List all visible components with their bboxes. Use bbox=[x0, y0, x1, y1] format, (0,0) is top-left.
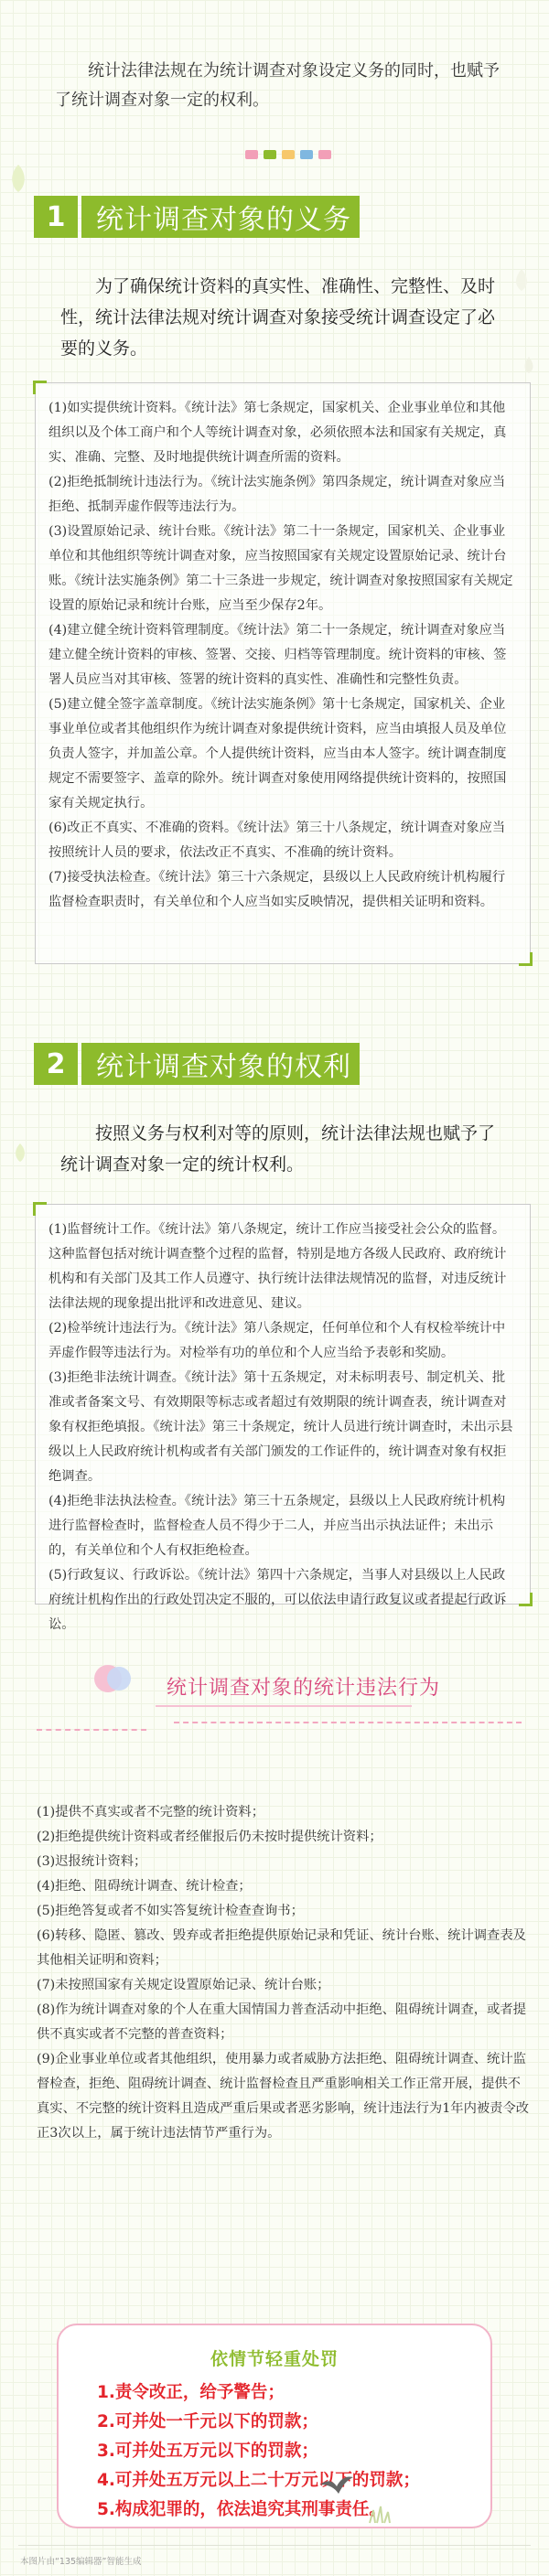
right-item-2: (2)检举统计违法行为。《统计法》第八条规定，任何单位和个人有权检举统计中弄虚作假等违法行为。对检举有功的单位和个人应当给予表彰和奖励。 bbox=[48, 1321, 506, 1360]
penalty-title: 依情节轻重处罚 bbox=[210, 2349, 339, 2369]
box-corner-mark bbox=[33, 381, 47, 394]
section-1-header bbox=[34, 196, 360, 238]
violation-item-8: (8)作为统计调查对象的个人在重大国情国力普查活动中拒绝、阻碍统计调查，或者提供不真实或者不完整的普查资料； bbox=[37, 2002, 526, 2042]
duty-item-2: (2)拒绝抵制统计违法行为。《统计法实施条例》第四条规定，统计调查对象应当拒绝、抵制弄虚作假等违法行为。 bbox=[48, 475, 506, 514]
violation-item-2: (2)拒绝提供统计资料或者经催报后仍未按时提供统计资料； bbox=[37, 1830, 382, 1844]
duties-box bbox=[35, 382, 531, 964]
decor-leaf-left-2 bbox=[13, 1142, 27, 1164]
intro-dot-3 bbox=[282, 150, 295, 159]
penalty-item-2: 2.可并处一千元以下的罚款； bbox=[97, 2412, 318, 2431]
right-item-3: (3)拒绝非法统计调查。《统计法》第十五条规定，对未标明表号、制定机关、批准或者备案文号、有效期限等标志或者超过有效期限的统计调查表，统计调查对象有权拒绝填报。《统计法》第三十条规定，统计人员进行统计调查时，未出示县级以上人民政府统计机构或者有关部门颁发的工作证件的，统计调查对象有权拒绝调查。 bbox=[48, 1370, 513, 1484]
violation-item-3: (3)迟报统计资料； bbox=[37, 1854, 147, 1869]
bird-icon bbox=[318, 2470, 355, 2497]
footer-divider bbox=[18, 2545, 531, 2546]
penalty-item-5: 5.构成犯罪的，依法追究其刑事责任。 bbox=[97, 2500, 386, 2519]
box-corner-mark bbox=[519, 1593, 533, 1606]
section-1-title: 统计调查对象的义务 bbox=[81, 196, 360, 238]
violations-title-underline bbox=[156, 1705, 412, 1707]
duty-item-6: (6)改正不真实、不准确的资料。《统计法》第三十八条规定，统计调查对象应当按照统计人员的要求，依法改正不真实、不准确的统计资料。 bbox=[48, 821, 506, 860]
intro-dot-2 bbox=[264, 150, 276, 159]
box-corner-mark bbox=[519, 952, 533, 966]
violations-dashed-line bbox=[174, 1722, 522, 1723]
duty-item-5: (5)建立健全签字盖章制度。《统计法实施条例》第十七条规定，国家机关、企业事业单位或者其他组织作为统计调查对象提供统计资料，应当由填报人员及单位负责人签字，并加盖公章。个人提供统计资料，应当由本人签字。统计调查制度规定不需要签字、盖章的除外。统计调查对象使用网络提供统计资料的，按照国家有关规定执行。 bbox=[48, 697, 507, 810]
violation-item-1: (1)提供不真实或者不完整的统计资料； bbox=[37, 1805, 264, 1819]
violations-dashed-line-short bbox=[37, 1729, 146, 1731]
violation-item-4: (4)拒绝、阻碍统计调查、统计检查； bbox=[37, 1879, 252, 1894]
penalty-item-4: 4.可并处五万元以上二十万元以下的罚款； bbox=[97, 2471, 420, 2490]
duty-item-7: (7)接受执法检查。《统计法》第三十六条规定，县级以上人民政府统计机构履行监督检查职责时，有关单位和个人应当如实反映情况，提供相关证明和资料。 bbox=[48, 870, 506, 909]
decor-drop-right bbox=[512, 267, 531, 293]
violation-item-5: (5)拒绝答复或者不如实答复统计检查查询书； bbox=[37, 1904, 304, 1918]
intro-dots bbox=[245, 150, 331, 161]
duty-item-4: (4)建立健全统计资料管理制度。《统计法》第二十一条规定，统计调查对象应当建立健全统计资料的审核、签署、交接、归档等管理制度。统计资料的审核、签署人员应当对其审核、签署的统计资料的真实性、准确性和完整性负责。 bbox=[48, 623, 507, 687]
duty-item-3: (3)设置原始记录、统计台账。《统计法》第二十一条规定，国家机关、企业事业单位和其他组织等统计调查对象，应当按照国家有关规定设置原始记录、统计台账。《统计法实施条例》第二十三条进一步规定，统计调查对象按照国家有关规定设置的原始记录和统计台账，应当至少保存2年。 bbox=[48, 524, 513, 613]
violations-list bbox=[37, 1800, 531, 2146]
intro-dot-4 bbox=[300, 150, 313, 159]
violations-title: 统计调查对象的统计违法行为 bbox=[167, 1677, 441, 1700]
section-2-title: 统计调查对象的权利 bbox=[81, 1043, 360, 1085]
intro-dot-5 bbox=[318, 150, 331, 159]
decor-drop-right-2 bbox=[522, 355, 536, 375]
right-item-1: (1)监督统计工作。《统计法》第八条规定，统计工作应当接受社会公众的监督。这种监督包括对统计调查整个过程的监督，特别是地方各级人民政府、政府统计机构和有关部门及其工作人员遵守、执行统计法律法规情况的监督，对违反统计法律法规的现象提出批评和改进意见、建议。 bbox=[48, 1222, 507, 1311]
rights-box bbox=[35, 1204, 531, 1632]
penalty-card bbox=[57, 2324, 492, 2528]
violation-item-6: (6)转移、隐匿、篡改、毁弃或者拒绝提供原始记录和凭证、统计台账、统计调查表及其他相关证明和资料； bbox=[37, 1928, 526, 1968]
decor-leaf-left bbox=[7, 163, 29, 194]
section-2-number: 2 bbox=[34, 1043, 78, 1085]
violation-item-9: (9)企业事业单位或者其他组织，使用暴力或者威胁方法拒绝、阻碍统计调查、统计监督检查，拒绝、阻碍统计调查、统计监督检查且严重影响相关工作正常开展，提供不真实、不完整的统计资料且造成严重后果或者恶劣影响，统计违法行为1年内被责令改正3次以上，属于统计违法情节严重行为。 bbox=[37, 2052, 530, 2141]
section-1-number: 1 bbox=[34, 196, 78, 238]
duty-item-1: (1)如实提供统计资料。《统计法》第七条规定，国家机关、企业事业单位和其他组织以及个体工商户和个人等统计调查对象，必须依照本法和国家有关规定，真实、准确、完整、及时地提供统计调查所需的资料。 bbox=[48, 401, 507, 465]
section-2-header bbox=[34, 1043, 360, 1085]
section-2-intro: 按照义务与权利对等的原则，统计法律法规也赋予了统计调查对象一定的统计权利。 bbox=[60, 1123, 496, 1175]
intro-dot-1 bbox=[245, 150, 258, 159]
violations-circles-icon bbox=[92, 1663, 135, 1694]
grass-icon bbox=[366, 2503, 393, 2525]
right-item-4: (4)拒绝非法执法检查。《统计法》第三十五条规定，县级以上人民政府统计机构进行监督检查时，监督检查人员不得少于二人，并应当出示执法证件；未出示的，有关单位和个人有权拒绝检查。 bbox=[48, 1494, 506, 1558]
penalty-item-3: 3.可并处五万元以下的罚款； bbox=[97, 2442, 318, 2461]
intro-text: 统计法律法规在为统计调查对象设定义务的同时，也赋予了统计调查对象一定的权利。 bbox=[55, 61, 500, 110]
penalty-item-1: 1.责令改正，给予警告； bbox=[97, 2383, 285, 2402]
box-corner-mark bbox=[33, 1202, 47, 1216]
violation-item-7: (7)未按照国家有关规定设置原始记录、统计台账； bbox=[37, 1978, 330, 1992]
section-1-intro: 为了确保统计资料的真实性、准确性、完整性、及时性，统计法律法规对统计调查对象接受统计调查设定了必要的义务。 bbox=[60, 276, 496, 359]
right-item-5: (5)行政复议、行政诉讼。《统计法》第四十六条规定，当事人对县级以上人民政府统计机构作出的行政处罚决定不服的，可以依法申请行政复议或者提起行政诉讼。 bbox=[48, 1568, 507, 1632]
footer-credit: 本图片由“135编辑器”智能生成 bbox=[20, 2557, 142, 2567]
